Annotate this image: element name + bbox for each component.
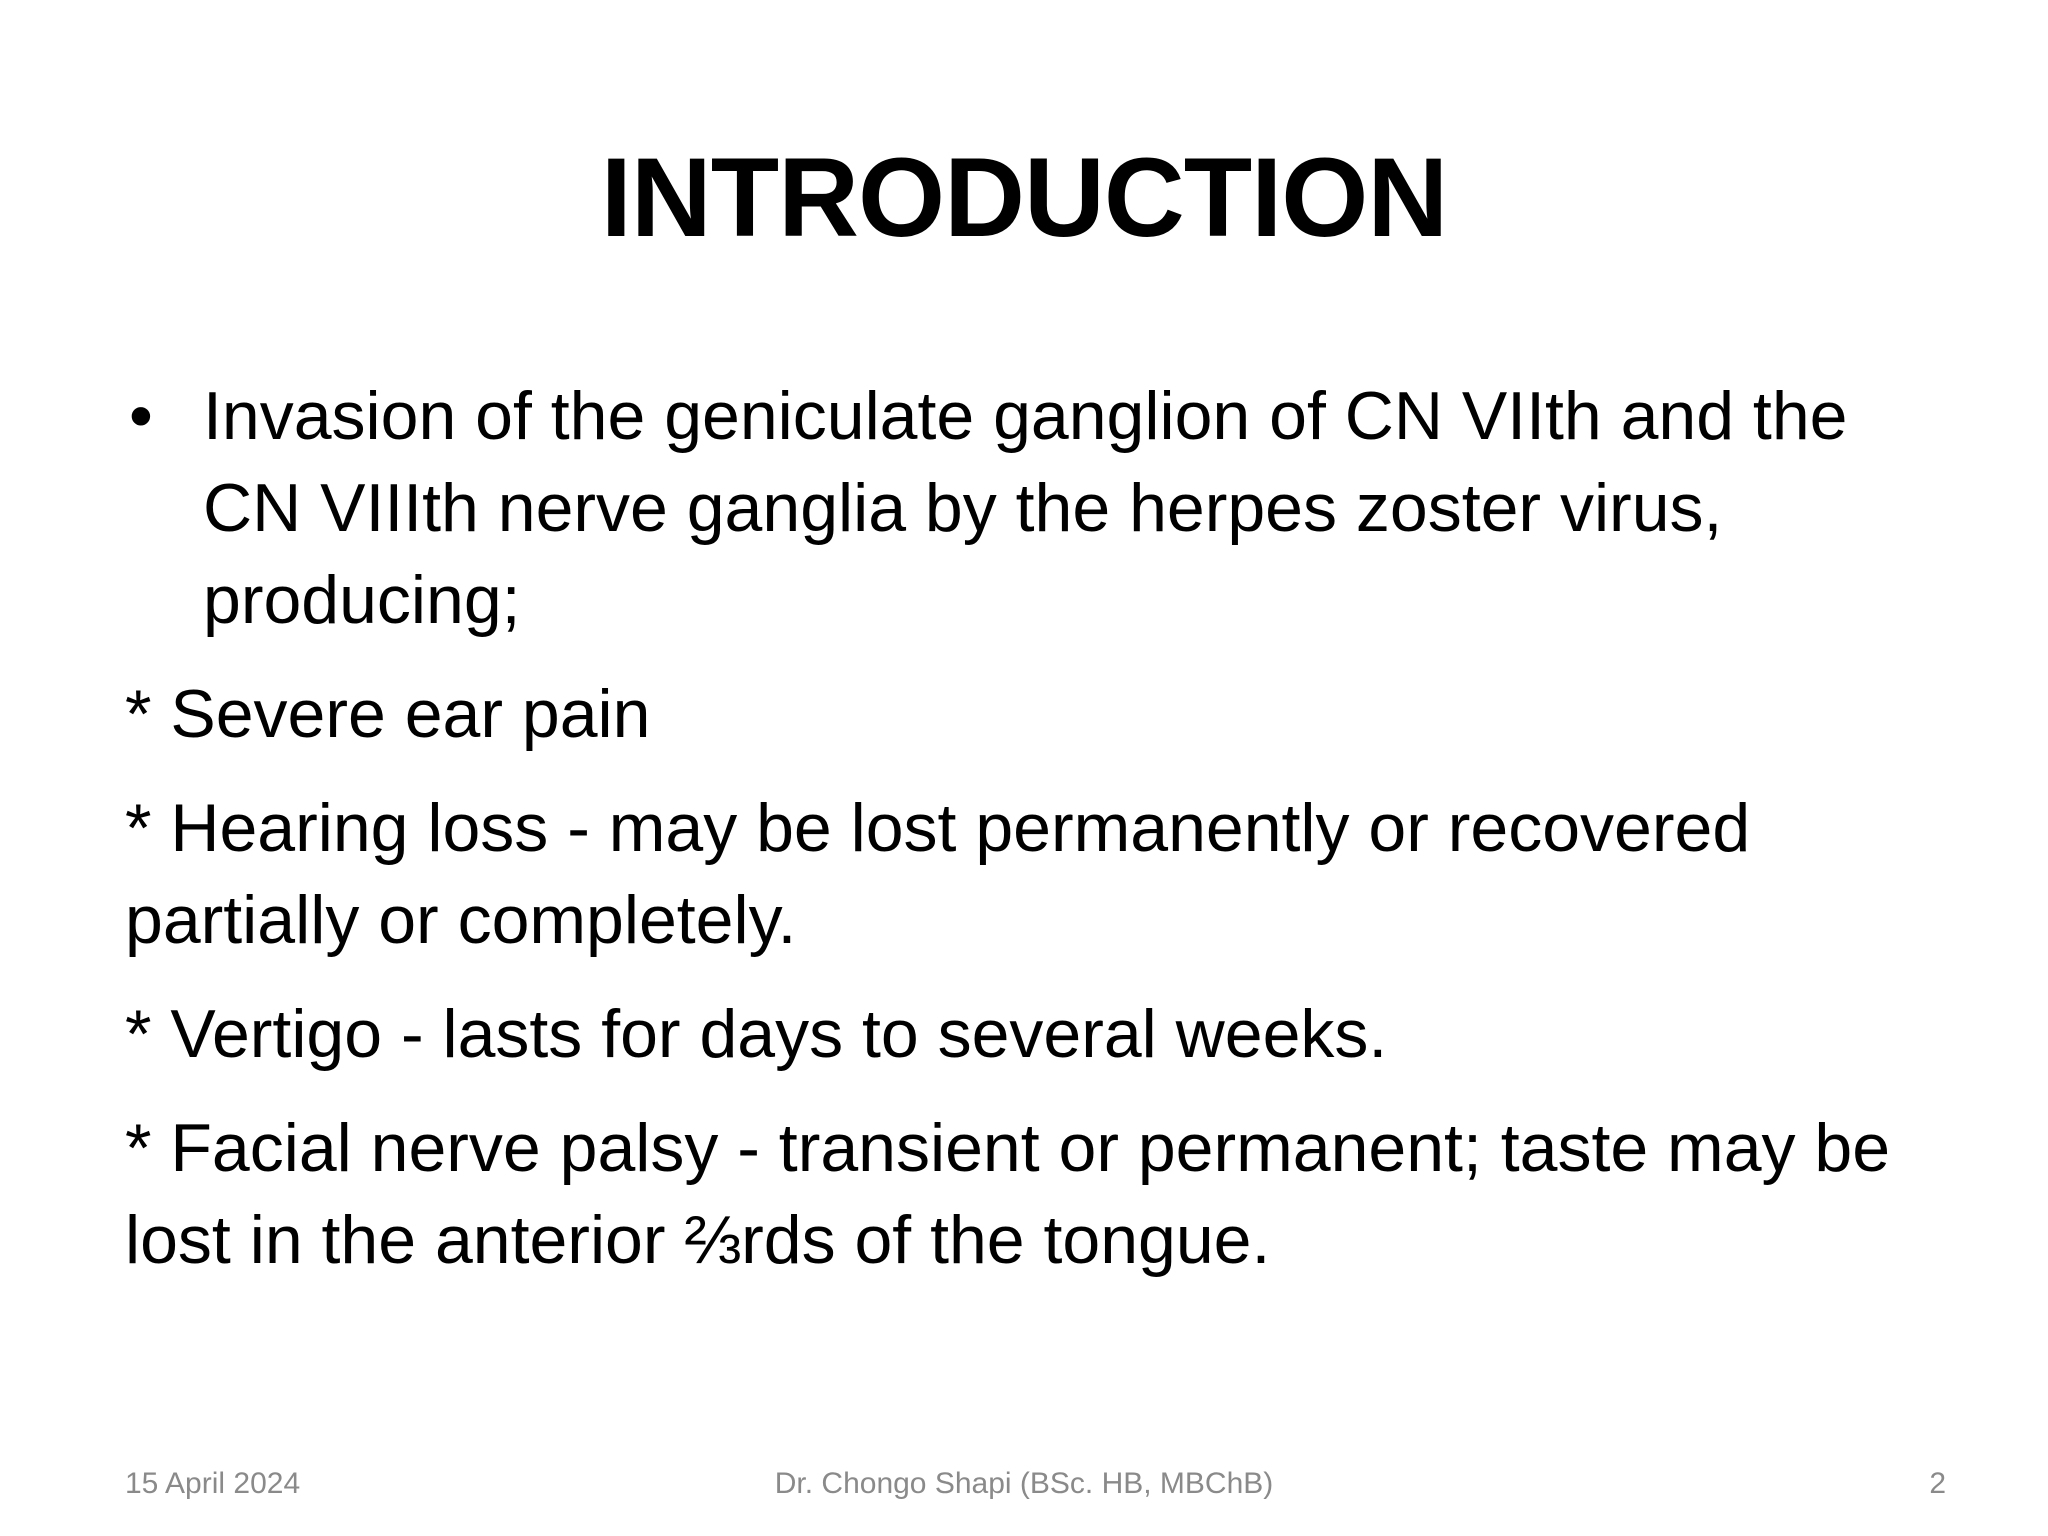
point-ear-pain: * Severe ear pain bbox=[125, 676, 651, 752]
slide-body bbox=[125, 370, 1925, 1308]
bullet-text: Invasion of the geniculate ganglion of CN VIIth and the CN VIIIth nerve ganglia by the herpes zoster virus, producing; bbox=[203, 378, 1848, 638]
footer-author: Dr. Chongo Shapi (BSc. HB, MBChB) bbox=[774, 1467, 1274, 1500]
slide-title: INTRODUCTION bbox=[600, 135, 1448, 260]
page-number: 2 bbox=[1929, 1467, 1946, 1500]
point-vertigo: * Vertigo - lasts for days to several weeks. bbox=[125, 996, 1388, 1072]
point-hearing-loss: * Hearing loss - may be lost permanently or recovered partially or completely. bbox=[125, 790, 1751, 958]
point-facial-palsy: * Facial nerve palsy - transient or permanent; taste may be lost in the anterior ⅔rds of the tongue. bbox=[125, 1110, 1891, 1278]
bullet-item bbox=[125, 370, 1925, 646]
bullet-symbol: • bbox=[129, 378, 153, 454]
footer-date: 15 April 2024 bbox=[125, 1467, 301, 1500]
